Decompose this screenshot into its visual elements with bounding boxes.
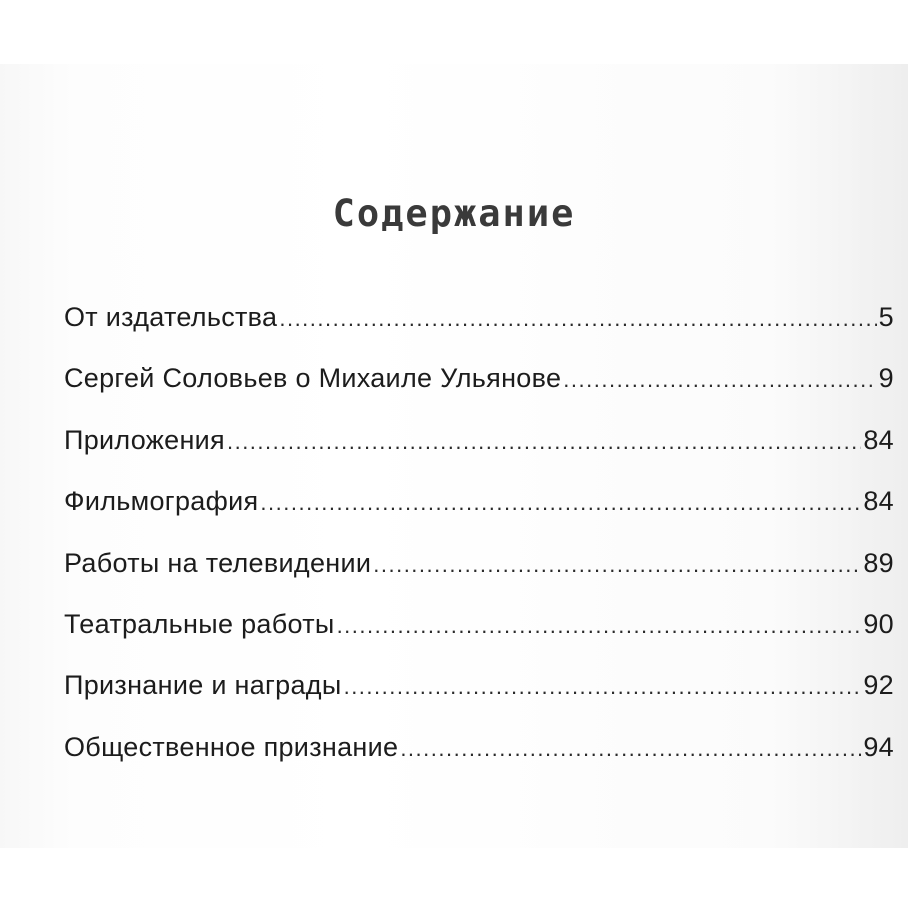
toc-entry	[64, 425, 894, 486]
toc-entry-title: Театральные работы	[64, 608, 335, 639]
toc-entry-page: 94	[863, 731, 894, 762]
toc-entry	[64, 363, 894, 424]
toc-entry-title: От издательства	[64, 302, 278, 332]
dot-leader	[344, 674, 862, 700]
dot-leader	[400, 736, 861, 762]
toc-entry-title: Приложения	[64, 424, 225, 455]
table-of-contents	[64, 302, 894, 793]
toc-entry-title: Работы на телевидении	[64, 547, 372, 578]
dot-leader	[337, 613, 862, 639]
toc-entry	[64, 732, 894, 793]
toc-entry-page: 84	[863, 486, 894, 517]
page-title: Содержание	[332, 192, 576, 235]
toc-entry	[64, 486, 894, 547]
toc-entry-page: 90	[863, 608, 894, 639]
toc-entry-page: 84	[863, 424, 894, 455]
toc-entry	[64, 609, 894, 670]
dot-leader	[227, 429, 861, 455]
dot-leader	[373, 552, 861, 578]
toc-entry-page: 5	[878, 302, 894, 332]
toc-entry-title: Сергей Соловьев о Михаиле Ульянове	[64, 363, 562, 394]
toc-entry-title: Общественное признание	[64, 731, 399, 762]
dot-leader	[563, 367, 876, 393]
toc-entry-page: 89	[863, 547, 894, 578]
dot-leader	[260, 490, 861, 516]
toc-entry	[64, 548, 894, 609]
dot-leader	[279, 306, 876, 332]
toc-entry-page: 92	[863, 670, 894, 701]
toc-entry-title: Признание и награды	[64, 670, 342, 701]
toc-entry-title: Фильмография	[64, 486, 259, 517]
toc-entry	[64, 670, 894, 731]
toc-entry	[64, 302, 894, 363]
toc-entry-page: 9	[878, 363, 894, 394]
